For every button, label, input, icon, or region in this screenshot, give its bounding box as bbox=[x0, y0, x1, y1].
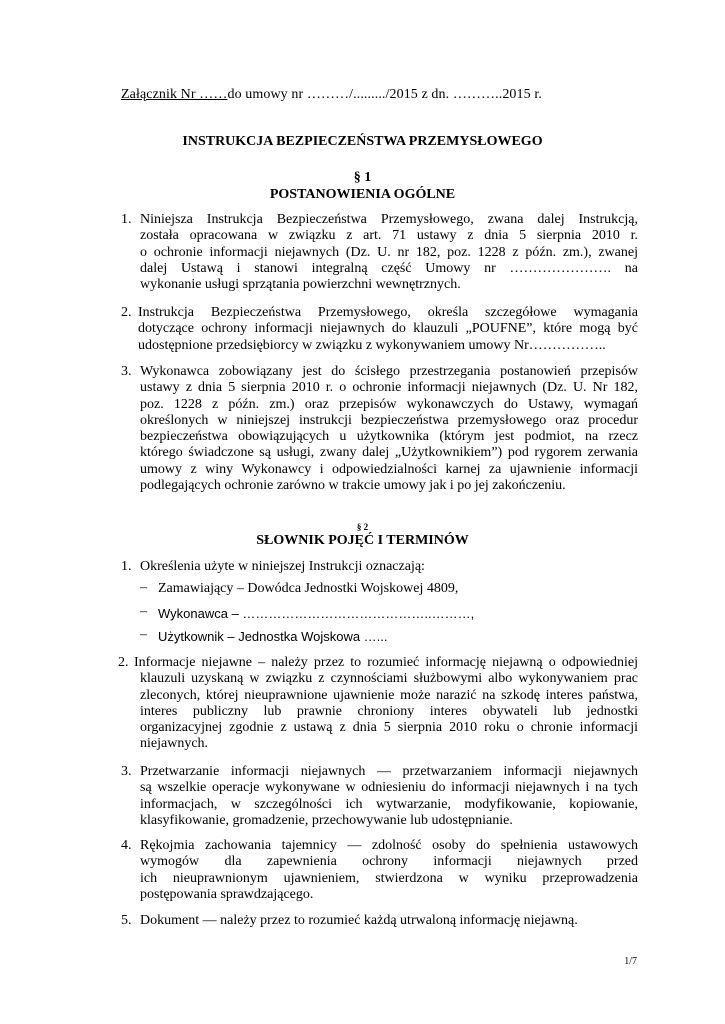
section-2-number: § 2 bbox=[356, 522, 369, 532]
text-line: o ochronie informacji niejawnych (Dz. U. nr 182, poz. 1228 z późn. zm.), zwanej bbox=[140, 244, 638, 260]
s2-item-5-text bbox=[140, 913, 638, 929]
attachment-header bbox=[121, 87, 542, 103]
s2-item-1-number: 1. bbox=[121, 559, 132, 574]
section-1-number: § 1 bbox=[353, 170, 372, 185]
contract-reference: do umowy nr ………/........./2015 z dn. ………..2015 r. bbox=[227, 87, 542, 102]
s2-item-3-text bbox=[140, 764, 638, 829]
text-line: dalej Ustawą i stanowi integralną część Umowy nr …………………. na bbox=[140, 260, 638, 276]
text-line: postępowania sprawdzającego. bbox=[140, 886, 314, 902]
s1-item-2-text bbox=[138, 305, 638, 354]
text-line: wymogów dla zapewnienia ochrony informacji niejawnych przed bbox=[140, 854, 638, 870]
dash-bullet: – bbox=[140, 580, 147, 595]
text-line: Instrukcja Bezpieczeństwa Przemysłowego, określa szczegółowe wymagania bbox=[138, 305, 638, 320]
text-line: klasyfikowanie, gromadzenie, przechowywanie lub udostępnianie. bbox=[140, 812, 513, 828]
text-line: niejawnych. bbox=[140, 736, 209, 752]
text-line: organizacyjnej zgodnie z ustawą z dnia 5 sierpnia 2010 roku o chronie informacji bbox=[140, 720, 638, 736]
text-line: którego świadczone są usługi, zwany dalej „Użytkownikiem”) pod rygorem zerwania bbox=[140, 445, 638, 461]
definition-uzytkownik: Użytkownik – Jednostka Wojskowa …... bbox=[158, 629, 388, 644]
dash-bullet: – bbox=[140, 627, 147, 642]
text-line: Rękojmia zachowania tajemnicy — zdolność osoby do spełnienia ustawowych bbox=[140, 838, 638, 853]
text-line: Przetwarzanie informacji niejawnych — przetwarzaniem informacji niejawnych bbox=[140, 764, 638, 779]
text-line: dotyczące ochrony informacji niejawnych do klauzuli „POUFNE”, które mogą być bbox=[138, 321, 638, 337]
s2-item-4-text bbox=[140, 838, 638, 903]
document-title: INSTRUKCJA BEZPIECZEŃSTWA PRZEMYSŁOWEGO bbox=[182, 134, 543, 149]
s1-item-1-number: 1. bbox=[121, 212, 132, 227]
s2-item-2-number: 2. bbox=[118, 655, 129, 670]
text-line: umowy z winy Wykonawcy i odpowiedzialności karnej za ujawnienie informacji bbox=[140, 461, 638, 477]
text-line: są wszelkie operacje wykonywane w odniesieniu do informacji niejawnych i na tych bbox=[140, 780, 638, 796]
attachment-number: Załącznik Nr …… bbox=[121, 87, 228, 102]
s2-item-2-text bbox=[134, 655, 638, 753]
s1-item-1-text bbox=[140, 212, 638, 293]
definition-wykonawca: Wykonawca – ……………………………………..………, bbox=[158, 606, 475, 621]
text-line: informacjach, w szczególności ich wytwarzanie, modyfikowanie, kopiowanie, bbox=[140, 796, 638, 812]
text-line: określonych w niniejszej instrukcji bezpieczeństwa przemysłowego oraz procedur bbox=[140, 412, 638, 428]
text-line: Wykonawca zobowiązany jest do ścisłego przestrzegania postanowień przepisów bbox=[140, 364, 638, 379]
text-line: wykonanie usługi sprzątania powierzchni wewnętrznych. bbox=[140, 277, 461, 293]
text-line: Dokument — należy przez to rozumieć każdą utrwaloną informację niejawną. bbox=[140, 913, 578, 928]
text-line: udostępnione przedsiębiorcy w związku z wykonywaniem umowy Nr…………….. bbox=[138, 337, 606, 353]
s2-item-5-number: 5. bbox=[121, 913, 132, 928]
text-line: klauzuli uzyskaną w związku z czynnościami służbowymi albo wykonywaniem prac bbox=[140, 671, 638, 687]
definition-zamawiajacy: Zamawiający – Dowódca Jednostki Wojskowej 4809, bbox=[158, 581, 459, 596]
text-line: bezpieczeństwa obowiązujących u użytkownika (którym jest podmiot, na rzecz bbox=[140, 429, 638, 445]
s2-item-1-text: Określenia użyte w niniejszej Instrukcji oznaczają: bbox=[140, 559, 425, 574]
text-line: Informacje niejawne – należy przez to rozumieć informację niejawną o odpowiedniej bbox=[134, 655, 638, 670]
text-line: ich nieuprawnionym ujawnieniem, stwierdzona w wyniku przeprowadzenia bbox=[140, 870, 638, 886]
s2-item-4-number: 4. bbox=[121, 838, 132, 853]
page-number: 1/7 bbox=[624, 956, 637, 967]
text-line: została opracowana w związku z art. 71 ustawy z dnia 5 sierpnia 2010 r. bbox=[140, 228, 638, 244]
text-line: ustawy z dnia 5 sierpnia 2010 r. o ochronie informacji niejawnych (Dz. U. Nr 182, bbox=[140, 380, 638, 396]
s2-item-3-number: 3. bbox=[121, 764, 132, 779]
section-1-heading: POSTANOWIENIA OGÓLNE bbox=[269, 187, 456, 202]
dash-bullet: – bbox=[140, 604, 147, 619]
s1-item-2-number: 2. bbox=[121, 305, 132, 320]
text-line: interes publiczny lub prawnie chroniony interes obywateli lub jednostki bbox=[140, 703, 638, 719]
text-line: zleconych, której nieuprawnione ujawnienie może narazić na szkodę interes państwa, bbox=[140, 687, 638, 703]
text-line: Niniejsza Instrukcja Bezpieczeństwa Przemysłowego, zwana dalej Instrukcją, bbox=[140, 212, 638, 227]
s1-item-3-text bbox=[140, 364, 638, 494]
text-line: poz. 1228 z późn. zm.) oraz przepisów wykonawczych do Ustawy, wymagań bbox=[140, 396, 638, 412]
s1-item-3-number: 3. bbox=[121, 364, 132, 379]
text-line: podlegających ochronie zarówno w trakcie umowy jak i po jej zakończeniu. bbox=[140, 478, 566, 494]
section-2-heading: SŁOWNIK POJĘĆ I TERMINÓW bbox=[256, 533, 469, 548]
